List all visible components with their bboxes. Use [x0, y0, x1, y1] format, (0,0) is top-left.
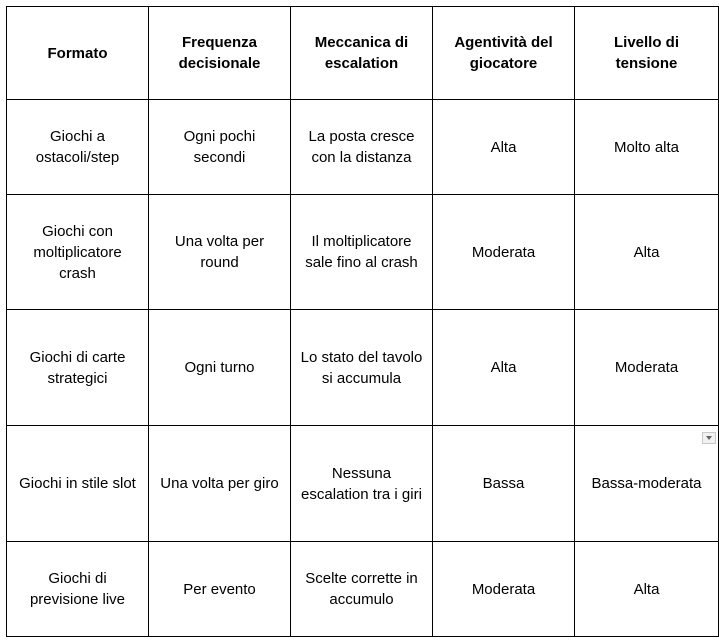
table-cell-frequenza[interactable]: Ogni pochi secondi [149, 100, 291, 195]
table-row [7, 195, 719, 310]
table-cell-agentivita[interactable]: Alta [433, 100, 575, 195]
table-row [7, 100, 719, 195]
table-cell-meccanica[interactable]: La posta cresce con la distanza [291, 100, 433, 195]
table-cell-meccanica[interactable]: Scelte corrette in accumulo [291, 542, 433, 637]
table-row [7, 542, 719, 637]
table-cell-formato[interactable]: Giochi con moltiplicatore crash [7, 195, 149, 310]
comparison-table [6, 6, 719, 637]
header-livello-di-tensione: Livello di tensione [575, 7, 719, 100]
table-cell-agentivita[interactable]: Moderata [433, 542, 575, 637]
header-row [7, 7, 719, 100]
table-cell-tensione[interactable]: Molto alta [575, 100, 719, 195]
table-cell-meccanica[interactable]: Lo stato del tavolo si accumula [291, 310, 433, 426]
chevron-down-icon[interactable] [702, 432, 716, 444]
table-cell-tensione[interactable]: Moderata [575, 310, 719, 426]
table-cell-formato[interactable]: Giochi di previsione live [7, 542, 149, 637]
table-cell-text: Bassa-moderata [591, 475, 702, 492]
table-cell-frequenza[interactable]: Una volta per giro [149, 426, 291, 542]
table-cell-meccanica[interactable]: Il moltiplicatore sale fino al crash [291, 195, 433, 310]
table-cell-formato[interactable]: Giochi di carte strategici [7, 310, 149, 426]
table-cell-meccanica[interactable]: Nessuna escalation tra i giri [291, 426, 433, 542]
table-cell-agentivita[interactable]: Alta [433, 310, 575, 426]
table-cell-frequenza[interactable]: Ogni turno [149, 310, 291, 426]
header-formato: Formato [7, 7, 149, 100]
table-cell-tensione[interactable]: Alta [575, 195, 719, 310]
table-cell-frequenza[interactable]: Una volta per round [149, 195, 291, 310]
table-cell-tensione[interactable] [575, 426, 719, 542]
table-cell-agentivita[interactable]: Bassa [433, 426, 575, 542]
table-cell-tensione[interactable]: Alta [575, 542, 719, 637]
table-cell-formato[interactable]: Giochi a ostacoli/step [7, 100, 149, 195]
header-agentivita-del-giocatore: Agentività del giocatore [433, 7, 575, 100]
table-cell-formato[interactable]: Giochi in stile slot [7, 426, 149, 542]
header-frequenza-decisionale: Frequenza decisionale [149, 7, 291, 100]
table-cell-frequenza[interactable]: Per evento [149, 542, 291, 637]
table-row [7, 426, 719, 542]
table-row [7, 310, 719, 426]
header-meccanica-di-escalation: Meccanica di escalation [291, 7, 433, 100]
table-cell-agentivita[interactable]: Moderata [433, 195, 575, 310]
